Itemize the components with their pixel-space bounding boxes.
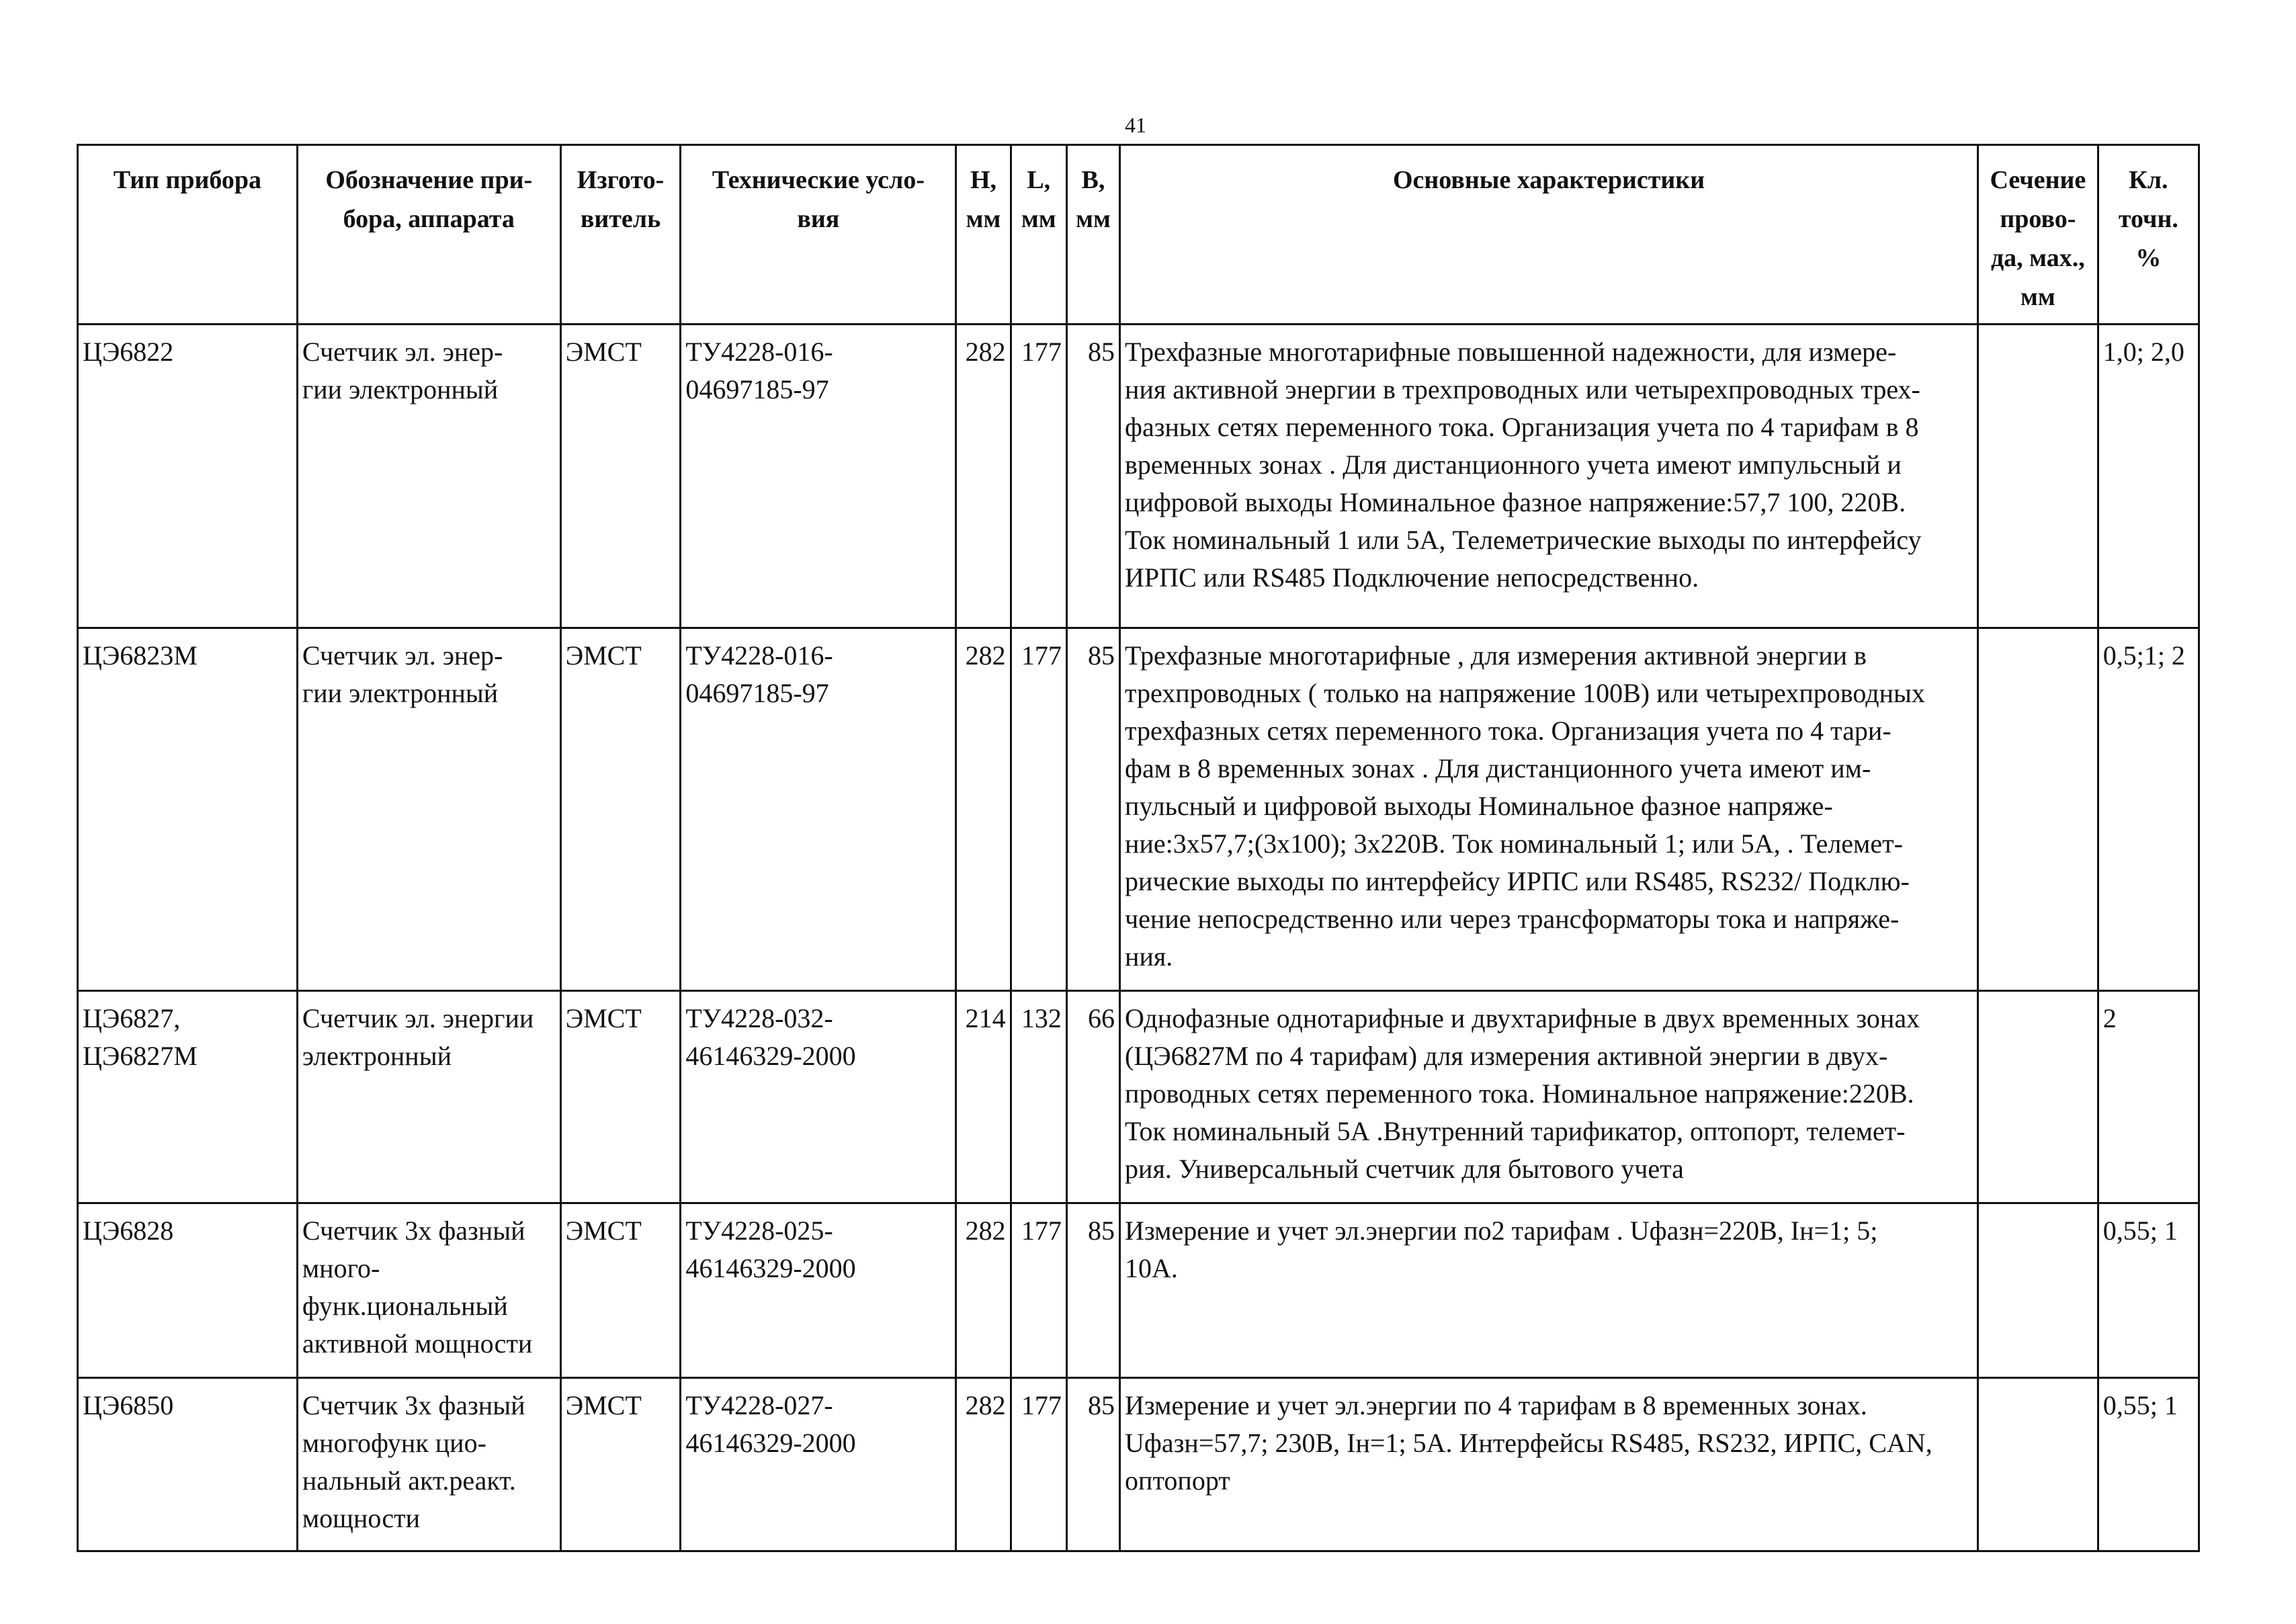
cell-main: Измерение и учет эл.энергии по2 тарифам . Uфазн=220В, Iн=1; 5; 10А. <box>1120 1203 1978 1378</box>
cell-b: 85 <box>1066 1378 1119 1551</box>
cell-tu: ТУ4228-032- 46146329-2000 <box>681 991 956 1203</box>
cell-tu: ТУ4228-027- 46146329-2000 <box>681 1378 956 1551</box>
header-wire: Сечение прово- да, мах., мм <box>1978 145 2098 325</box>
table-row <box>78 1203 2199 1378</box>
cell-main: Трехфазные многотарифные , для измерения активной энергии в трехпроводных ( только на напряжение 100В) или четырехпроводных трехфазных сетях переменного тока. Организация учета по 4 тари- фам в 8 временных зонах . Для дистанционного учета имеют им- пульсный и цифровой выходы Номинальное фазное напряже- ние:3х57,7;(3х100); 3х220В. Ток номинальный 1; или 5А, . Телемет- рические выходы по интерфейсу ИРПС или RS485, RS232/ Подклю- чение непосредственно или через трансформаторы тока и напряже- ния. <box>1120 628 1978 991</box>
header-row <box>78 145 2199 325</box>
cell-h: 282 <box>956 628 1011 991</box>
cell-b: 66 <box>1066 991 1119 1203</box>
cell-class: 0,55; 1 <box>2098 1378 2199 1551</box>
header-name: Обозначение при- бора, аппарата <box>297 145 560 325</box>
cell-type: ЦЭ6827, ЦЭ6827М <box>78 991 298 1203</box>
cell-wire <box>1978 991 2098 1203</box>
cell-wire <box>1978 1203 2098 1378</box>
table-row <box>78 991 2199 1203</box>
table-header <box>78 145 2199 325</box>
cell-wire <box>1978 325 2098 628</box>
cell-b: 85 <box>1066 1203 1119 1378</box>
cell-maker: ЭМСТ <box>560 991 681 1203</box>
page-number: 41 <box>1125 113 1146 137</box>
table-row <box>78 1378 2199 1551</box>
cell-class: 1,0; 2,0 <box>2098 325 2199 628</box>
cell-name: Счетчик эл. энер- гии электронный <box>297 628 560 991</box>
cell-b: 85 <box>1066 628 1119 991</box>
header-b: B, мм <box>1066 145 1119 325</box>
cell-maker: ЭМСТ <box>560 325 681 628</box>
cell-name: Счетчик 3х фазный много- функ.циональный активной мощности <box>297 1203 560 1378</box>
cell-name: Счетчик 3х фазный многофунк цио- нальный акт.реакт. мощности <box>297 1378 560 1551</box>
cell-type: ЦЭ6828 <box>78 1203 298 1378</box>
cell-l: 177 <box>1011 1203 1066 1378</box>
cell-maker: ЭМСТ <box>560 1378 681 1551</box>
cell-l: 132 <box>1011 991 1066 1203</box>
cell-l: 177 <box>1011 628 1066 991</box>
cell-maker: ЭМСТ <box>560 1203 681 1378</box>
cell-class: 0,5;1; 2 <box>2098 628 2199 991</box>
cell-main: Однофазные однотарифные и двухтарифные в двух временных зонах (ЦЭ6827М по 4 тарифам) для измерения активной энергии в двух- проводных сетях переменного тока. Номинальное напряжение:220В. Ток номинальный 5А .Внутренний тарификатор, оптопорт, телемет- рия. Универсальный счетчик для бытового учета <box>1120 991 1978 1203</box>
cell-h: 214 <box>956 991 1011 1203</box>
cell-h: 282 <box>956 1203 1011 1378</box>
cell-wire <box>1978 1378 2098 1551</box>
cell-name: Счетчик эл. энергии электронный <box>297 991 560 1203</box>
cell-name: Счетчик эл. энер- гии электронный <box>297 325 560 628</box>
header-type: Тип прибора <box>78 145 298 325</box>
table-body <box>78 325 2199 1551</box>
cell-type: ЦЭ6822 <box>78 325 298 628</box>
cell-l: 177 <box>1011 1378 1066 1551</box>
cell-type: ЦЭ6823М <box>78 628 298 991</box>
header-tu: Технические усло- вия <box>681 145 956 325</box>
cell-tu: ТУ4228-016- 04697185-97 <box>681 628 956 991</box>
cell-class: 0,55; 1 <box>2098 1203 2199 1378</box>
cell-h: 282 <box>956 325 1011 628</box>
header-h: Н, мм <box>956 145 1011 325</box>
cell-main: Измерение и учет эл.энергии по 4 тарифам в 8 временных зонах. Uфазн=57,7; 230В, Iн=1; 5А. Интерфейсы RS485, RS232, ИРПС, CAN, оптопорт <box>1120 1378 1978 1551</box>
cell-tu: ТУ4228-016- 04697185-97 <box>681 325 956 628</box>
header-class: Кл. точн. % <box>2098 145 2199 325</box>
cell-wire <box>1978 628 2098 991</box>
table-row <box>78 325 2199 628</box>
device-spec-table <box>77 144 2200 1552</box>
cell-h: 282 <box>956 1378 1011 1551</box>
cell-maker: ЭМСТ <box>560 628 681 991</box>
header-l: L, мм <box>1011 145 1066 325</box>
cell-class: 2 <box>2098 991 2199 1203</box>
header-maker: Изгото- витель <box>560 145 681 325</box>
table-row <box>78 628 2199 991</box>
cell-b: 85 <box>1066 325 1119 628</box>
cell-l: 177 <box>1011 325 1066 628</box>
cell-type: ЦЭ6850 <box>78 1378 298 1551</box>
header-main: Основные характеристики <box>1120 145 1978 325</box>
cell-main: Трехфазные многотарифные повышенной надежности, для измере- ния активной энергии в трехпроводных или четырехпроводных трех- фазных сетях переменного тока. Организация учета по 4 тарифам в 8 временных зонах . Для дистанционного учета имеют импульсный и цифровой выходы Номинальное фазное напряжение:57,7 100, 220В. Ток номинальный 1 или 5А, Телеметрические выходы по интерфейсу ИРПС или RS485 Подключение непосредственно. <box>1120 325 1978 628</box>
cell-tu: ТУ4228-025- 46146329-2000 <box>681 1203 956 1378</box>
